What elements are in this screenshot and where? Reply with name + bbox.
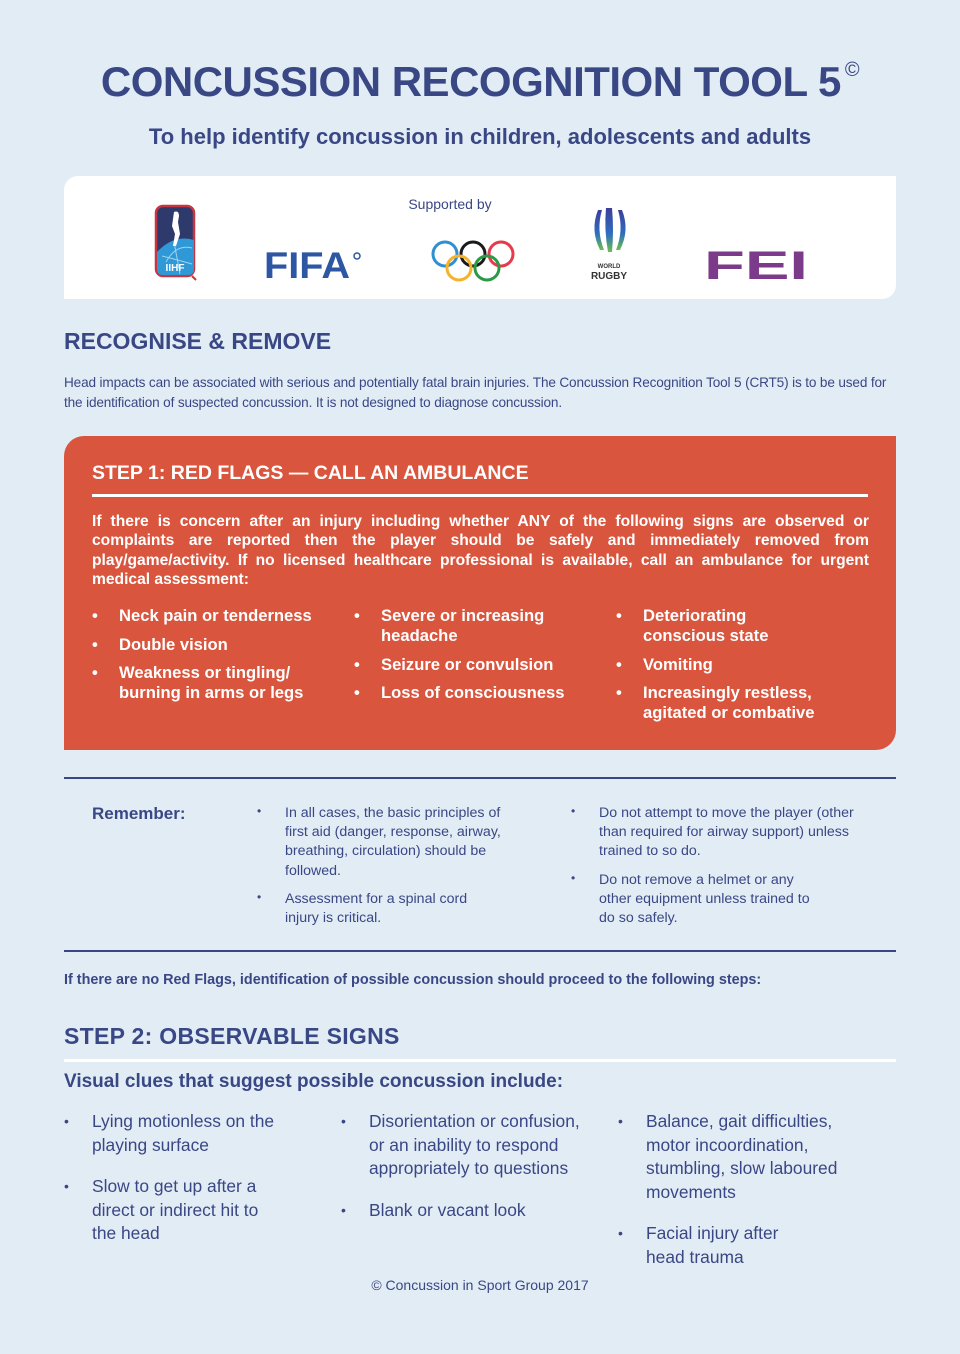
bullet-icon: • — [354, 606, 360, 625]
bullet-icon: • — [92, 634, 98, 654]
red-flag-item: • Deteriorating conscious state — [616, 606, 769, 645]
bullet-icon: • — [92, 663, 98, 682]
fifa-logo — [264, 246, 364, 287]
observable-sign-item: • Lying motionless on the playing surface — [64, 1111, 275, 1155]
bullet-icon: • — [341, 1113, 346, 1129]
bullet-icon: • — [571, 804, 576, 818]
bullet-icon: • — [64, 1178, 69, 1194]
red-flag-item: • Seizure or convulsion — [354, 654, 554, 674]
observable-signs-column-1 — [64, 1110, 304, 1246]
step1-intro: If there is concern after an injury including whether ANY of the following signs are observed or complaints are reported then the player should be safely and immediately removed from play/game/activity. If no licensed healthcare professional is available, call an ambulance for urgent medical assessment: — [92, 513, 869, 588]
remember-column-2 — [571, 804, 861, 937]
page-subtitle: To help identify concussion in children, adolescents and adults — [148, 124, 812, 149]
remember-item: • Do not remove a helmet or any other equipment unless trained to do so safely. — [571, 870, 810, 927]
observable-signs-column-2 — [341, 1110, 601, 1222]
red-flags-column-1 — [92, 606, 342, 712]
remember-item: • Assessment for a spinal cord injury is critical. — [257, 889, 468, 927]
observable-sign-item: • Balance, gait difficulties, motor incoordination, stumbling, slow laboured movements — [618, 1111, 838, 1202]
step1-red-flags-panel — [64, 436, 896, 750]
step1-heading: STEP 1: RED FLAGS — CALL AN AMBULANCE — [92, 462, 529, 484]
world-rugby-logo — [584, 206, 636, 287]
supported-by-label: Supported by — [408, 196, 492, 212]
bullet-icon: • — [257, 889, 262, 904]
bullet-icon: • — [616, 654, 622, 674]
bullet-icon: • — [618, 1225, 623, 1241]
bullet-icon: • — [618, 1113, 623, 1129]
remember-item: • In all cases, the basic principles of first aid (danger, response, airway, breathing, circulation) should be followed. — [257, 804, 501, 879]
iihf-logo-text: IIHF — [165, 263, 185, 274]
bullet-icon: • — [341, 1201, 346, 1218]
olympic-rings-logo — [430, 238, 520, 289]
red-flag-item: • Vomiting — [616, 654, 713, 674]
copyright-mark: © — [844, 59, 860, 81]
svg-text:RUGBY: RUGBY — [590, 271, 628, 282]
title-text: CONCUSSION RECOGNITION TOOL 5 — [100, 58, 841, 105]
bullet-icon: • — [64, 1113, 69, 1129]
recognise-remove-text: Head impacts can be associated with serious and potentially fatal brain injuries. The Concussion Recognition Tool 5 (CRT5) is to be used for the identification of suspected concussion. It is not designed to diagnose concussion. — [64, 375, 887, 410]
red-flags-column-2 — [354, 606, 594, 712]
supporters-panel — [64, 176, 896, 299]
divider-bottom — [64, 950, 896, 952]
red-flag-item: • Severe or increasing headache — [354, 606, 545, 645]
page-title — [0, 58, 960, 106]
fei-logo-text: FEI — [704, 246, 808, 282]
red-flag-item: • Weakness or tingling/ burning in arms or legs — [92, 663, 304, 702]
red-flag-item: • Increasingly restless, agitated or combative — [616, 683, 815, 722]
svg-text:WORLD: WORLD — [597, 264, 621, 270]
copyright-footer: © Concussion in Sport Group 2017 — [371, 1277, 589, 1293]
step2-subheading: Visual clues that suggest possible concussion include: — [64, 1071, 564, 1092]
step2-heading: STEP 2: OBSERVABLE SIGNS — [64, 1023, 400, 1049]
bullet-icon: • — [354, 683, 360, 702]
remember-item: • Do not attempt to move the player (other than required for airway support) unless trained to so do. — [571, 804, 854, 860]
observable-signs-column-3 — [618, 1110, 888, 1269]
iihf-logo — [154, 204, 198, 287]
bullet-icon: • — [354, 654, 360, 674]
remember-label: Remember: — [92, 804, 186, 823]
red-flags-column-3 — [616, 606, 866, 732]
bullet-icon: • — [92, 606, 98, 625]
fifa-logo-text: FIFA — [264, 246, 350, 282]
bullet-icon: • — [616, 606, 622, 625]
observable-sign-item: • Slow to get up after a direct or indirect hit to the head — [64, 1176, 259, 1243]
divider-top — [64, 777, 896, 779]
transition-text: If there are no Red Flags, identification of possible concussion should proceed to the following steps: — [64, 972, 762, 988]
red-flag-item: • Neck pain or tenderness — [92, 606, 312, 625]
recognise-remove-heading: RECOGNISE & REMOVE — [64, 328, 332, 354]
remember-column-1 — [257, 804, 532, 937]
red-flag-item: • Loss of consciousness — [354, 683, 565, 702]
observable-sign-item: • Disorientation or confusion, or an inability to respond appropriately to questions — [341, 1111, 580, 1178]
observable-sign-item: • Facial injury after head trauma — [618, 1223, 779, 1267]
bullet-icon: • — [616, 683, 622, 702]
step1-divider — [92, 494, 868, 497]
observable-sign-item: • Blank or vacant look — [341, 1199, 601, 1223]
bullet-icon: • — [571, 870, 576, 885]
step2-divider — [64, 1059, 896, 1062]
red-flag-item: • Double vision — [92, 634, 228, 654]
bullet-icon: • — [257, 804, 262, 818]
fei-logo — [704, 246, 810, 287]
